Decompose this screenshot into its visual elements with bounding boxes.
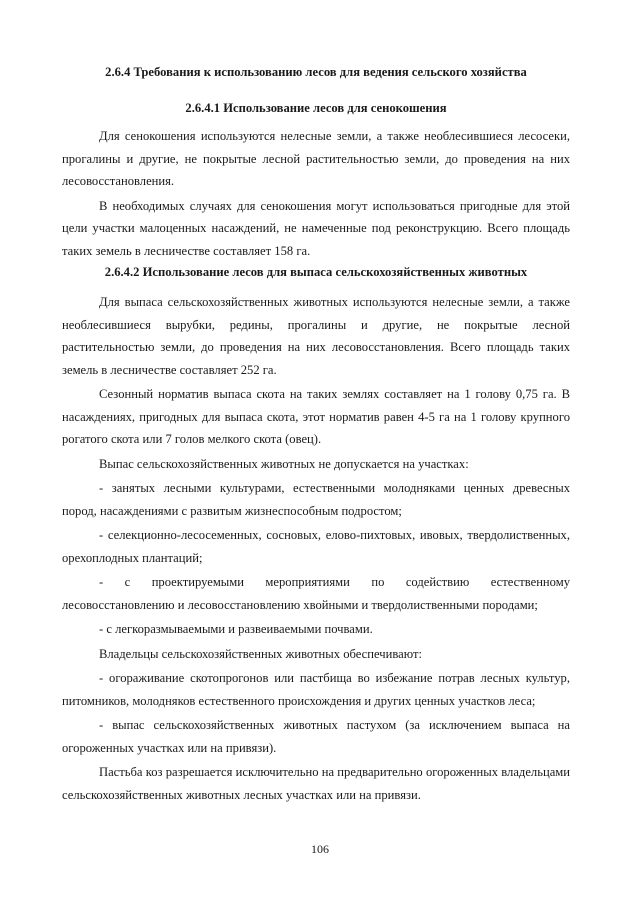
paragraph-grazing-lands: Для выпаса сельскохозяйственных животных используются нелесные земли, а также необлесившиеся вырубки, редины, прогалины и другие, не покрытые лесной растительностью земли, до проведения на них лесовосстановления. Всего площадь таких земель в лесничестве составляет 252 га. — [62, 295, 570, 377]
paragraph-haymaking-lands: Для сенокошения используются нелесные земли, а также необлесившиеся лесосеки, прогалины и другие, не покрытые лесной растительностью земли, до проведения на них лесовосстановления. — [62, 129, 570, 188]
page-number: 106 — [311, 842, 329, 856]
paragraph-owners-obligations-intro: Владельцы сельскохозяйственных животных обеспечивают: — [99, 646, 422, 661]
subsection-heading-2-6-4-2: 2.6.4.2 Использование лесов для выпаса сельскохозяйственных животных — [104, 265, 528, 279]
paragraph-haymaking-area: В необходимых случаях для сенокошения могут использоваться пригодные для этой цели участки малоценных насаждений, не намеченные под реконструкцию. Всего площадь таких земель в лесничестве составляет 158 га. — [62, 198, 570, 258]
list-item-prohibited-plantations: - занятых лесными культурами, естественными молодняками ценных древесных пород, насаждениями с развитым жизнеспособным подростом; — [62, 481, 570, 518]
list-item-prohibited-erodible-soils: - с легкоразмываемыми и развеиваемыми почвами. — [99, 622, 373, 636]
list-item-owners-fencing: - огораживание скотопрогонов или пастбища во избежание потрав лесных культур, питомников, молодняков естественного происхождения и других ценных участков леса; — [62, 671, 570, 708]
list-item-owners-herding: - выпас сельскохозяйственных животных пастухом (за исключением выпаса на огороженных участках или на привязи). — [62, 718, 570, 755]
paragraph-goat-grazing: Пастьба коз разрешается исключительно на предварительно огороженных владельцами сельскохозяйственных животных лесных участках или на привязи. — [62, 765, 570, 802]
subsection-heading-2-6-4-1: 2.6.4.1 Использование лесов для сенокошения — [185, 101, 447, 115]
document-page — [62, 64, 570, 806]
paragraph-grazing-norm: Сезонный норматив выпаса скота на таких землях составляет на 1 голову 0,75 га. В насаждениях, пригодных для выпаса скота, этот норматив равен 4-5 га на 1 голову крупного рогатого скота или 7 голов мелкого скота (овец). — [62, 387, 570, 446]
list-item-prohibited-seed-plantations: - селекционно-лесосеменных, сосновых, елово-пихтовых, ивовых, твердолиственных, орехоплодных плантаций; — [62, 528, 570, 565]
section-heading-2-6-4: 2.6.4 Требования к использованию лесов для ведения сельского хозяйства — [105, 65, 527, 79]
paragraph-grazing-prohibited-intro: Выпас сельскохозяйственных животных не допускается на участках: — [99, 456, 469, 471]
list-item-prohibited-reforestation: - с проектируемыми мероприятиями по содействию естественному лесовосстановлению и лесовосстановлению хвойными и твердолиственными породами; — [62, 575, 570, 612]
